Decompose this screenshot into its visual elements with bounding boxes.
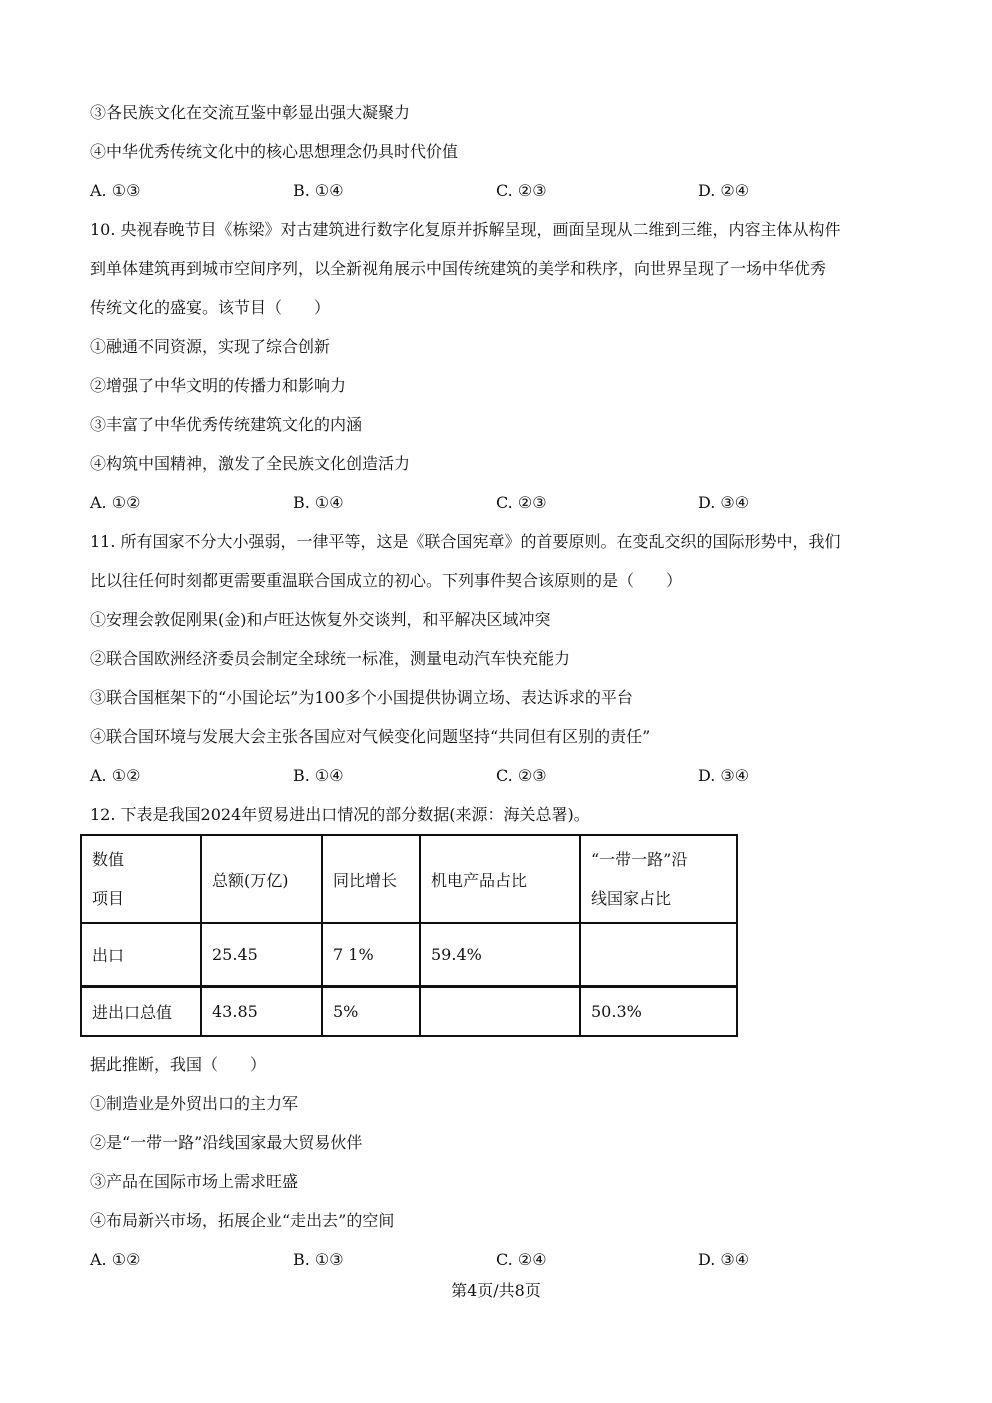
q9-item-4: ④中华优秀传统文化中的核心思想理念仍具时代价值 [90, 142, 459, 161]
q12-item-4: ④布局新兴市场，拓展企业“走出去”的空间 [90, 1211, 395, 1230]
header-mech: 机电产品占比 [420, 835, 580, 923]
q9-option-a: A. ①③ [90, 181, 141, 200]
header-belt [580, 835, 737, 923]
q9-item-3: ③各民族文化在交流互鉴中彰显出强大凝聚力 [90, 103, 411, 122]
q10-stem-line: 传统文化的盛宴。该节目（ ） [90, 298, 331, 317]
row-label: 进出口总值 [81, 987, 201, 1037]
q11-stem-line: 比以往任何时刻都更需要重温联合国成立的初心。下列事件契合该原则的是（ ） [90, 571, 683, 590]
q12-item-1: ①制造业是外贸出口的主力军 [90, 1094, 299, 1113]
row-belt: 50.3% [580, 987, 737, 1037]
row-mech: 59.4% [420, 923, 580, 987]
row-belt [580, 923, 737, 987]
q10-option-d: D. ③④ [698, 493, 750, 512]
q10-stem-line: 到单体建筑再到城市空间序列，以全新视角展示中国传统建筑的美学和秩序，向世界呈现了一场中华优秀 [90, 259, 827, 278]
table-corner-cell [81, 835, 201, 923]
q10-stem [90, 210, 905, 327]
header-belt-line: “一带一路”沿 [591, 850, 688, 869]
row-growth: 5% [322, 987, 420, 1037]
table-row [81, 987, 737, 1037]
table-row [81, 923, 737, 987]
row-total: 43.85 [201, 987, 322, 1037]
q10-option-a: A. ①② [90, 493, 141, 512]
q12-item-3: ③产品在国际市场上需求旺盛 [90, 1172, 299, 1191]
q11-option-c: C. ②③ [496, 766, 547, 785]
q10-stem-line: 10. 央视春晚节目《栋梁》对古建筑进行数字化复原并拆解呈现，画面呈现从二维到三维，内容主体从构件 [90, 220, 841, 239]
q11-item-3: ③联合国框架下的“小国论坛”为100多个小国提供协调立场、表达诉求的平台 [90, 688, 633, 707]
header-belt-line: 线国家占比 [591, 889, 672, 908]
q9-option-d: D. ②④ [698, 181, 750, 200]
q11-option-d: D. ③④ [698, 766, 750, 785]
q11-option-b: B. ①④ [293, 766, 344, 785]
q11-item-1: ①安理会敦促刚果(金)和卢旺达恢复外交谈判，和平解决区域冲突 [90, 610, 551, 629]
q10-item-1: ①融通不同资源，实现了综合创新 [90, 337, 331, 356]
header-growth: 同比增长 [322, 835, 420, 923]
q12-item-2: ②是“一带一路”沿线国家最大贸易伙伴 [90, 1133, 363, 1152]
header-total: 总额(万亿) [201, 835, 322, 923]
q11-stem [90, 522, 905, 600]
page-number-footer: 第4页/共8页 [451, 1281, 541, 1300]
q10-option-b: B. ①④ [293, 493, 344, 512]
q9-option-c: C. ②③ [496, 181, 547, 200]
header-corner-bottom: 项目 [92, 889, 125, 908]
q10-item-4: ④构筑中国精神，激发了全民族文化创造活力 [90, 454, 411, 473]
trade-data-table [80, 834, 738, 1037]
row-mech [420, 987, 580, 1037]
header-corner-top: 数值 [92, 850, 125, 869]
q12-option-b: B. ①③ [293, 1250, 344, 1269]
q9-option-b: B. ①④ [293, 181, 344, 200]
q11-item-2: ②联合国欧洲经济委员会制定全球统一标准，测量电动汽车快充能力 [90, 649, 571, 668]
row-growth: 7 1% [322, 923, 420, 987]
q11-stem-line: 11. 所有国家不分大小强弱，一律平等，这是《联合国宪章》的首要原则。在变乱交织的国际形势中，我们 [90, 532, 841, 551]
q12-stem: 12. 下表是我国2024年贸易进出口情况的部分数据(来源：海关总署)。 [90, 805, 590, 824]
row-total: 25.45 [201, 923, 322, 987]
q12-after-text: 据此推断，我国（ ） [90, 1055, 267, 1074]
q10-item-3: ③丰富了中华优秀传统建筑文化的内涵 [90, 415, 363, 434]
q12-option-a: A. ①② [90, 1250, 141, 1269]
q12-option-d: D. ③④ [698, 1250, 750, 1269]
q12-option-c: C. ②④ [496, 1250, 547, 1269]
q11-option-a: A. ①② [90, 766, 141, 785]
row-label: 出口 [81, 923, 201, 987]
q10-item-2: ②增强了中华文明的传播力和影响力 [90, 376, 347, 395]
table-header-row [81, 835, 737, 923]
q11-item-4: ④联合国环境与发展大会主张各国应对气候变化问题坚持“共同但有区别的责任” [90, 727, 651, 746]
q10-option-c: C. ②③ [496, 493, 547, 512]
